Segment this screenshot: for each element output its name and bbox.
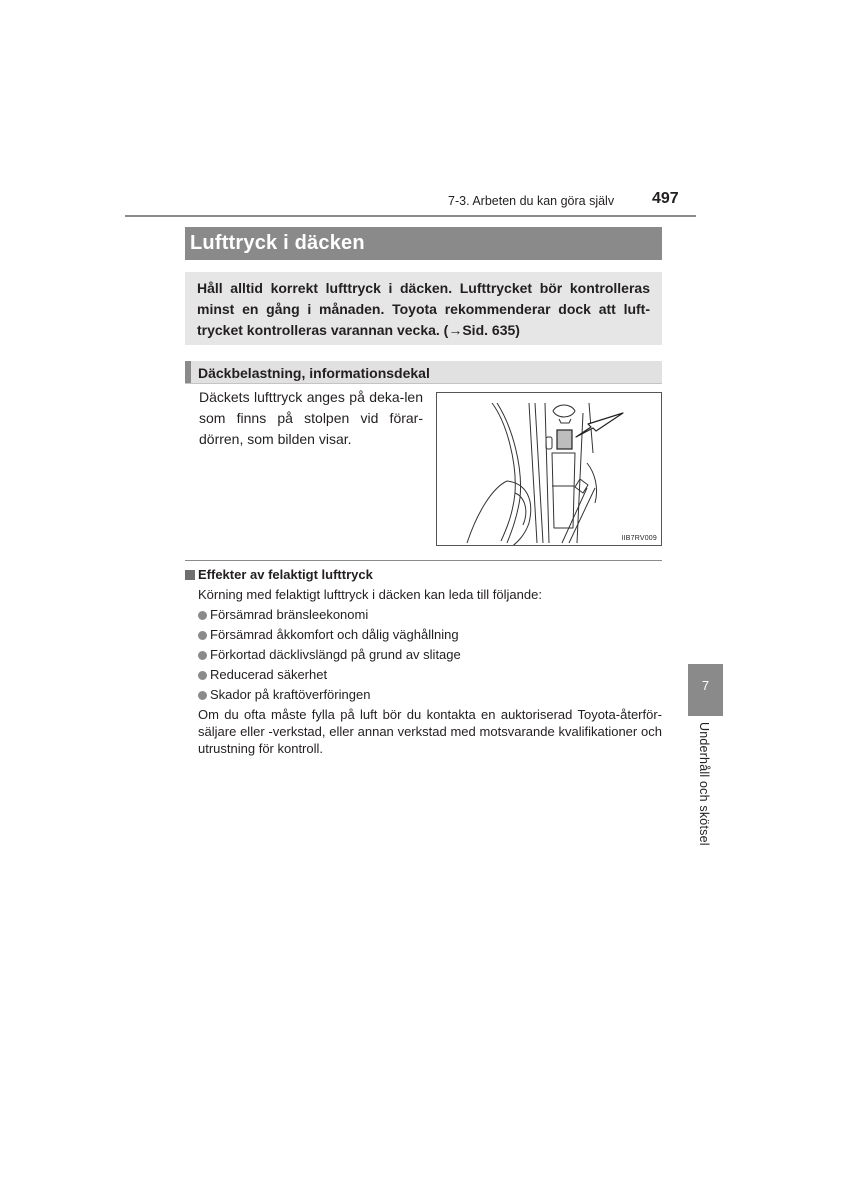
list-item-text: Reducerad säkerhet [210,667,328,682]
intro-box [185,272,662,345]
effects-section [185,565,662,757]
chapter-number: 7 [701,678,710,693]
seat-edge-line [492,403,515,541]
figure-code: IIB7RV009 [621,535,657,542]
door-striker [546,437,552,449]
decal-section-heading: Däckbelastning, informationsdekal [185,361,662,384]
list-item-text: Skador på kraftöverföringen [210,687,371,702]
list-item-text: Förkortad däcklivslängd på grund av slitage [210,647,461,662]
bullet-dot-icon [198,631,207,640]
pillar-panel [552,453,575,528]
page-title: Lufttryck i däcken [185,227,662,260]
chapter-tab [688,664,723,716]
decal-description: Däckets lufttryck anges på deka-len som finns på stolpen vid förar-dörren, som bilden visar. [199,389,423,447]
list-item [185,685,662,705]
list-item [185,625,662,645]
door-hinge [587,463,597,503]
list-item-text: Försämrad bränsleekonomi [210,607,369,622]
pillar-edge-left [545,403,549,543]
effects-heading-text: Effekter av felaktigt lufttryck [198,567,373,582]
list-item [185,645,662,665]
effects-list [185,605,662,705]
effects-intro: Körning med felaktigt lufttryck i däcken kan leda till följande: [198,587,542,602]
list-item-text: Försämrad åkkomfort och dålig väghållning [210,627,459,642]
bullet-dot-icon [198,611,207,620]
seat-cushion-curve [507,481,531,546]
door-pillar-illustration [436,392,662,546]
list-item [185,665,662,685]
bullet-dot-icon [198,691,207,700]
seatbelt-guide [559,419,571,423]
seat-cushion-line [467,481,507,543]
list-item [185,605,662,625]
chapter-label: Underhåll och skötsel [697,722,711,846]
bullet-dot-icon [198,651,207,660]
effects-heading [185,565,662,585]
seatbelt-anchor [553,405,575,417]
square-bullet-icon [185,570,195,580]
door-pillar-drawing [437,393,662,546]
page-number: 497 [652,190,679,207]
bullet-dot-icon [198,671,207,680]
section-divider [185,560,662,561]
intro-text: Håll alltid korrekt lufttryck i däcken. Lufttrycket bör kontrolleras minst en gång i månaden. Toyota rekommenderar dock att luft-trycket kontrolleras varannan vecka. (→Sid. 635) [197,280,650,338]
effects-note: Om du ofta måste fylla på luft bör du kontakta en auktoriserad Toyota-återför-säljare eller -verkstad, eller annan verkstad med motsvarande kvalifikationer och utrustning för kontroll. [198,707,662,756]
header-section-title: 7-3. Arbeten du kan göra själv [448,194,615,208]
tire-pressure-decal [557,430,572,449]
sill-line [562,488,587,543]
header-divider [125,215,696,217]
